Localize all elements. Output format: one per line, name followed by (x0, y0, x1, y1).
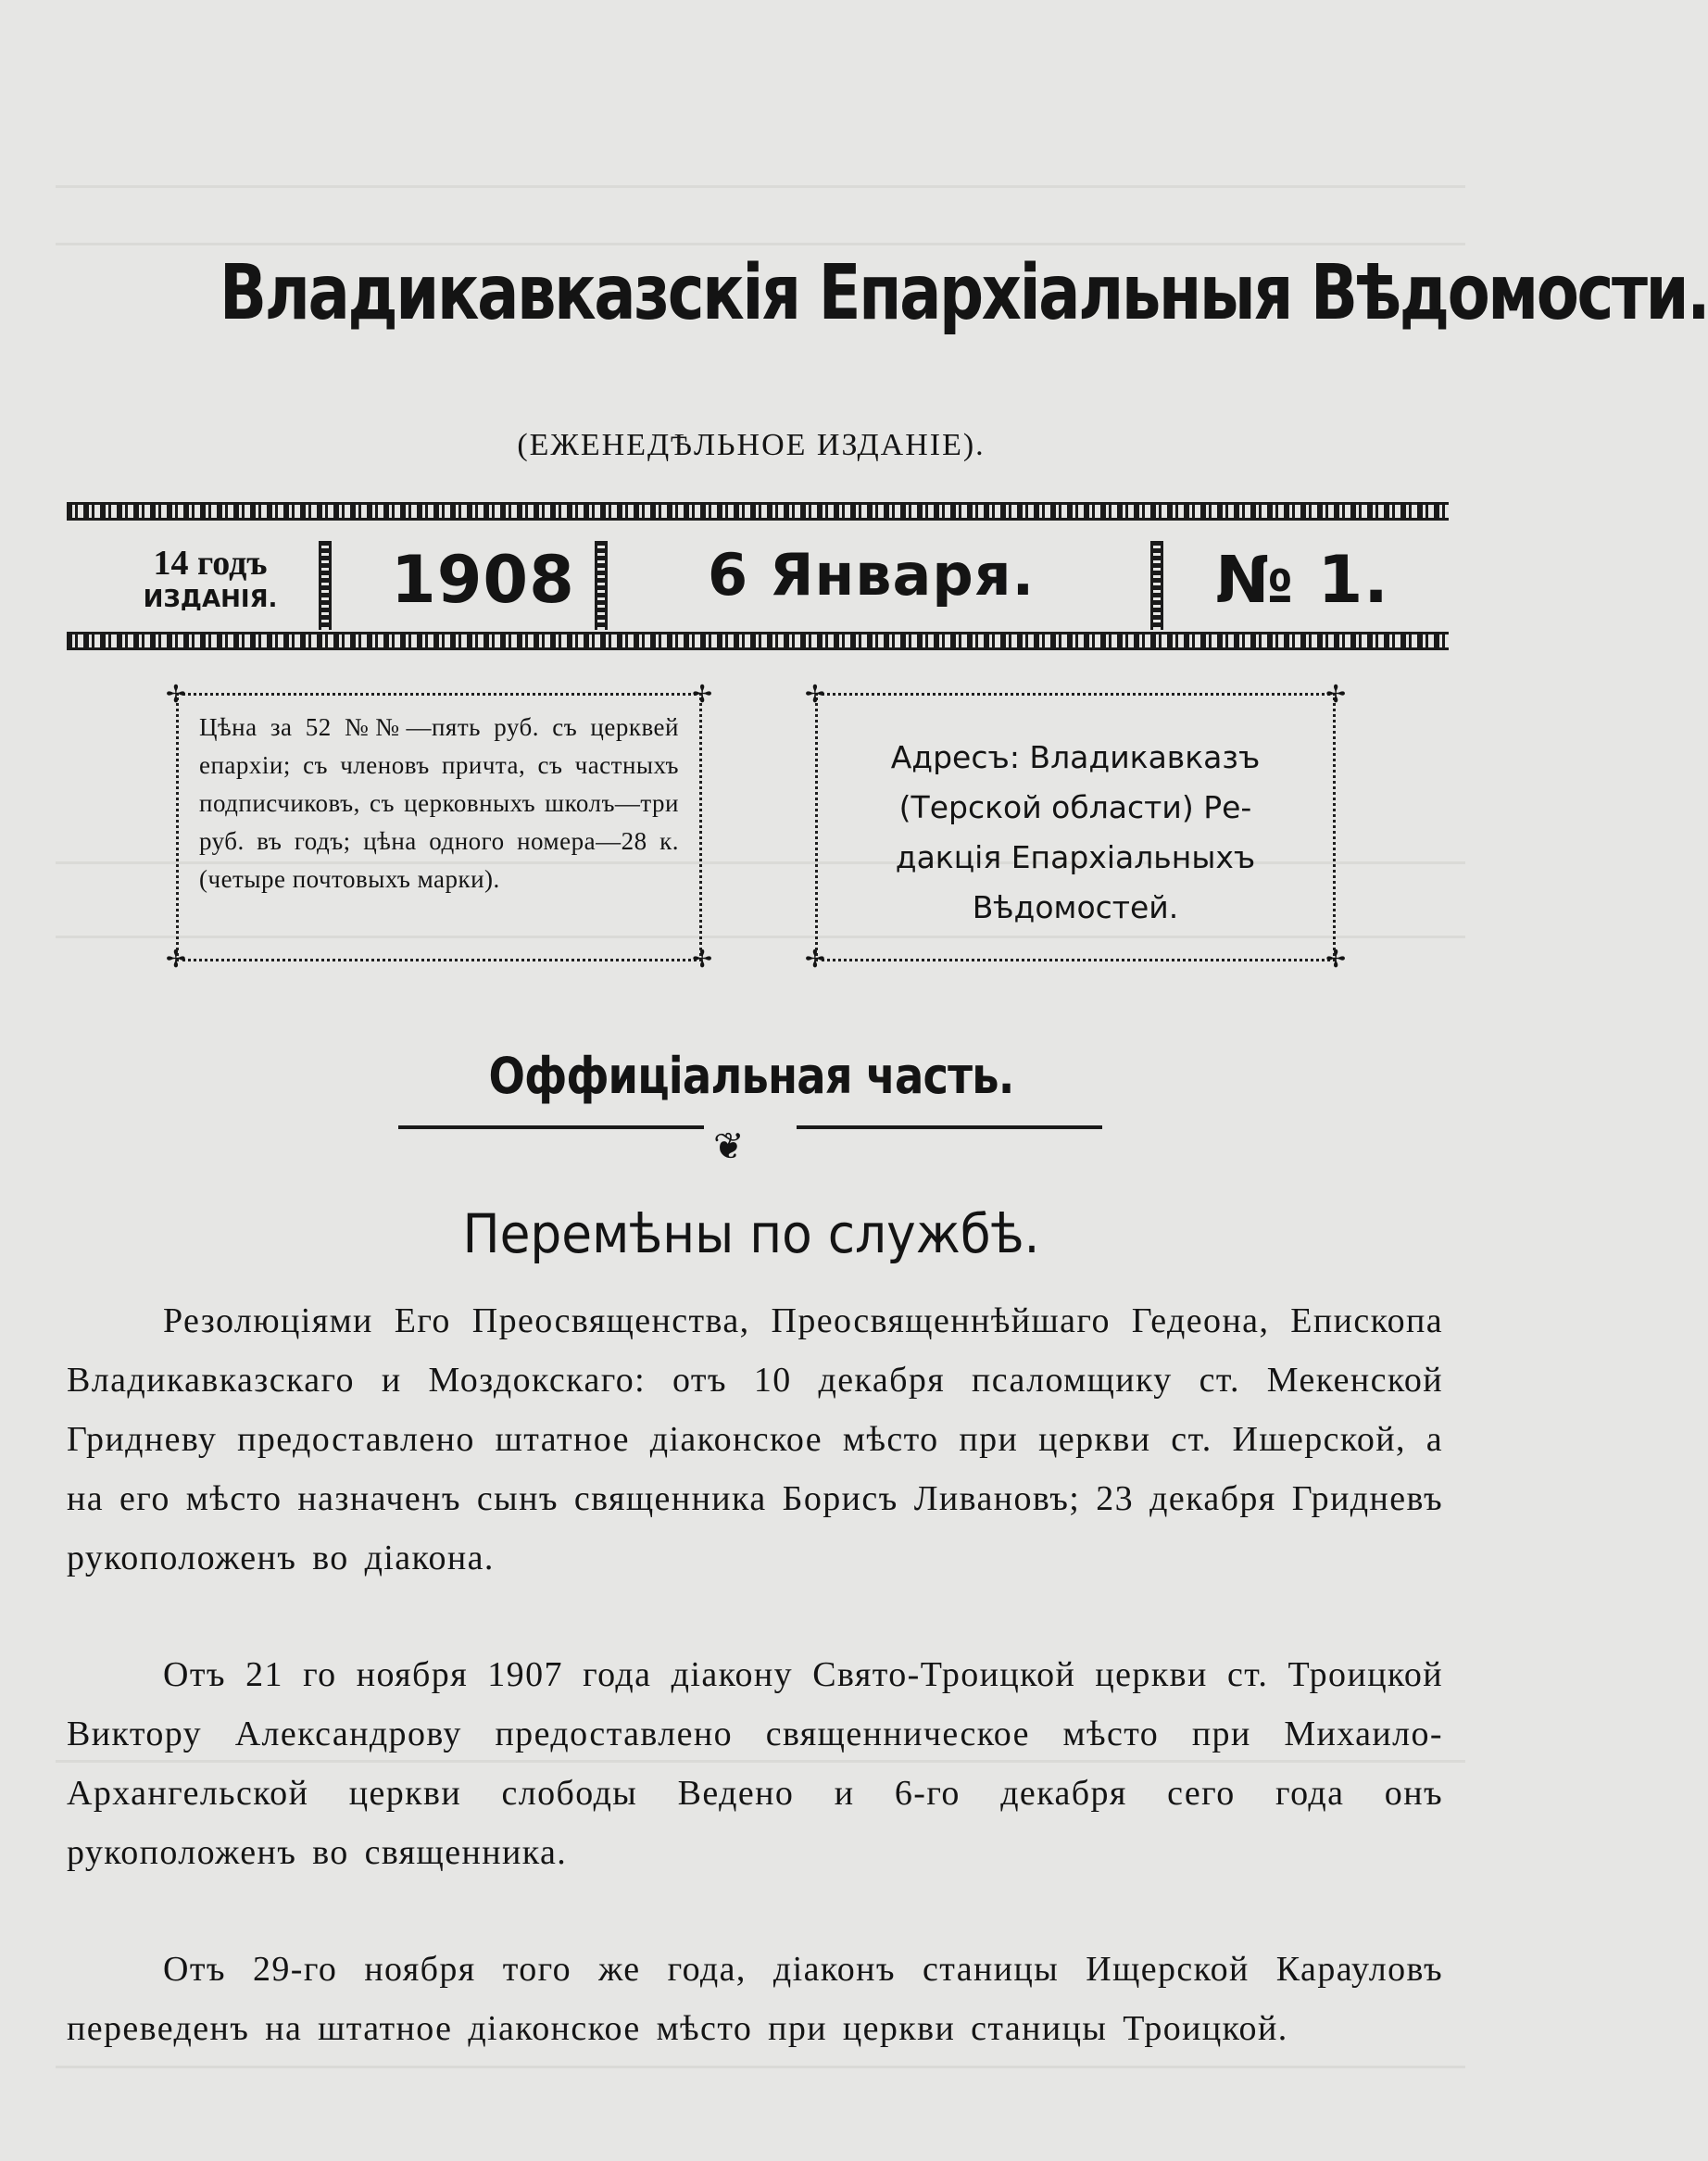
issue-date: 6 Января. (708, 541, 1036, 609)
bleed-through (56, 243, 1465, 245)
year-count: 14 годъ (153, 544, 268, 583)
corner-ornament-icon: ✢ (692, 946, 712, 973)
bleed-through (56, 185, 1465, 188)
article-paragraph: Отъ 21 го ноября 1907 года діакону Свято-Троицкой церкви ст. Троицкой Виктору Александрову предоставлено священническое мѣсто при Михаило-Архангельской церкви слободы Ведено и 6-го декабря сего года онъ рукоположенъ во священника. (67, 1655, 1443, 1872)
article-title: Перемѣны по службѣ. (462, 1202, 1040, 1265)
ornamental-rule-bottom (67, 632, 1449, 650)
address-box (805, 681, 1346, 973)
section-heading: Оффиціальная часть. (488, 1047, 1014, 1105)
floral-ornament-icon: ❦ (713, 1125, 745, 1167)
column-separator (319, 541, 332, 630)
issue-number: № 1. (1215, 542, 1389, 618)
address-line: Адресъ: Владикавказъ (890, 739, 1261, 775)
year-of-publication (104, 543, 317, 613)
article-paragraph: Резолюціями Его Преосвященства, Преосвященнѣйшаго Гедеона, Епископа Владикавказскаго и Моздокскаго: отъ 10 декабря псаломщику ст. Мекенской Гридневу предоставлено штатное діаконское мѣсто при церкви ст. Ишерской, а на его мѣсто назначенъ сынъ священника Борисъ Ливановъ; 23 декабря Гридневъ рукоположенъ во діакона. (67, 1301, 1443, 1577)
ornamental-rule-top (67, 502, 1449, 521)
year-count-caption: ИЗДАНІЯ. (143, 585, 278, 613)
issue-year: 1908 (391, 542, 575, 618)
corner-ornament-icon: ✢ (1325, 681, 1346, 708)
column-separator (1150, 541, 1163, 630)
address-line: дакція Епархіальныхъ (895, 839, 1256, 875)
bleed-through (56, 2066, 1465, 2068)
corner-ornament-icon: ✢ (1325, 946, 1346, 973)
editorial-address (838, 733, 1312, 933)
heading-rule-right (797, 1125, 1102, 1129)
masthead-title: Владикавказскія Епархіальныя Вѣдомости. (219, 249, 1708, 337)
column-separator (595, 541, 608, 630)
address-line: Вѣдомостей. (972, 889, 1179, 925)
address-line: (Терской области) Ре- (898, 789, 1252, 825)
subscription-price-text: Цѣна за 52 №№—пять руб. съ церквей епархіи; съ членовъ причта, съ частныхъ подписчиковъ, съ церковныхъ школъ—три руб. въ годъ; цѣна одного номера—28 к. (четыре почтовыхъ марки). (199, 713, 679, 893)
corner-ornament-icon: ✢ (692, 681, 712, 708)
article-paragraph: Отъ 29-го ноября того же года, діаконъ станицы Ищерской Карауловъ переведенъ на штатное діаконское мѣсто при церкви станицы Троицкой. (67, 1950, 1443, 2048)
corner-ornament-icon: ✢ (805, 946, 825, 973)
price-box (166, 681, 712, 973)
issue-info-row (67, 535, 1449, 637)
corner-ornament-icon: ✢ (166, 681, 186, 708)
corner-ornament-icon: ✢ (805, 681, 825, 708)
masthead-subtitle: (ЕЖЕНЕДѢЛЬНОЕ ИЗДАНІЕ). (517, 428, 986, 462)
heading-rule-left (398, 1125, 704, 1129)
corner-ornament-icon: ✢ (166, 946, 186, 973)
